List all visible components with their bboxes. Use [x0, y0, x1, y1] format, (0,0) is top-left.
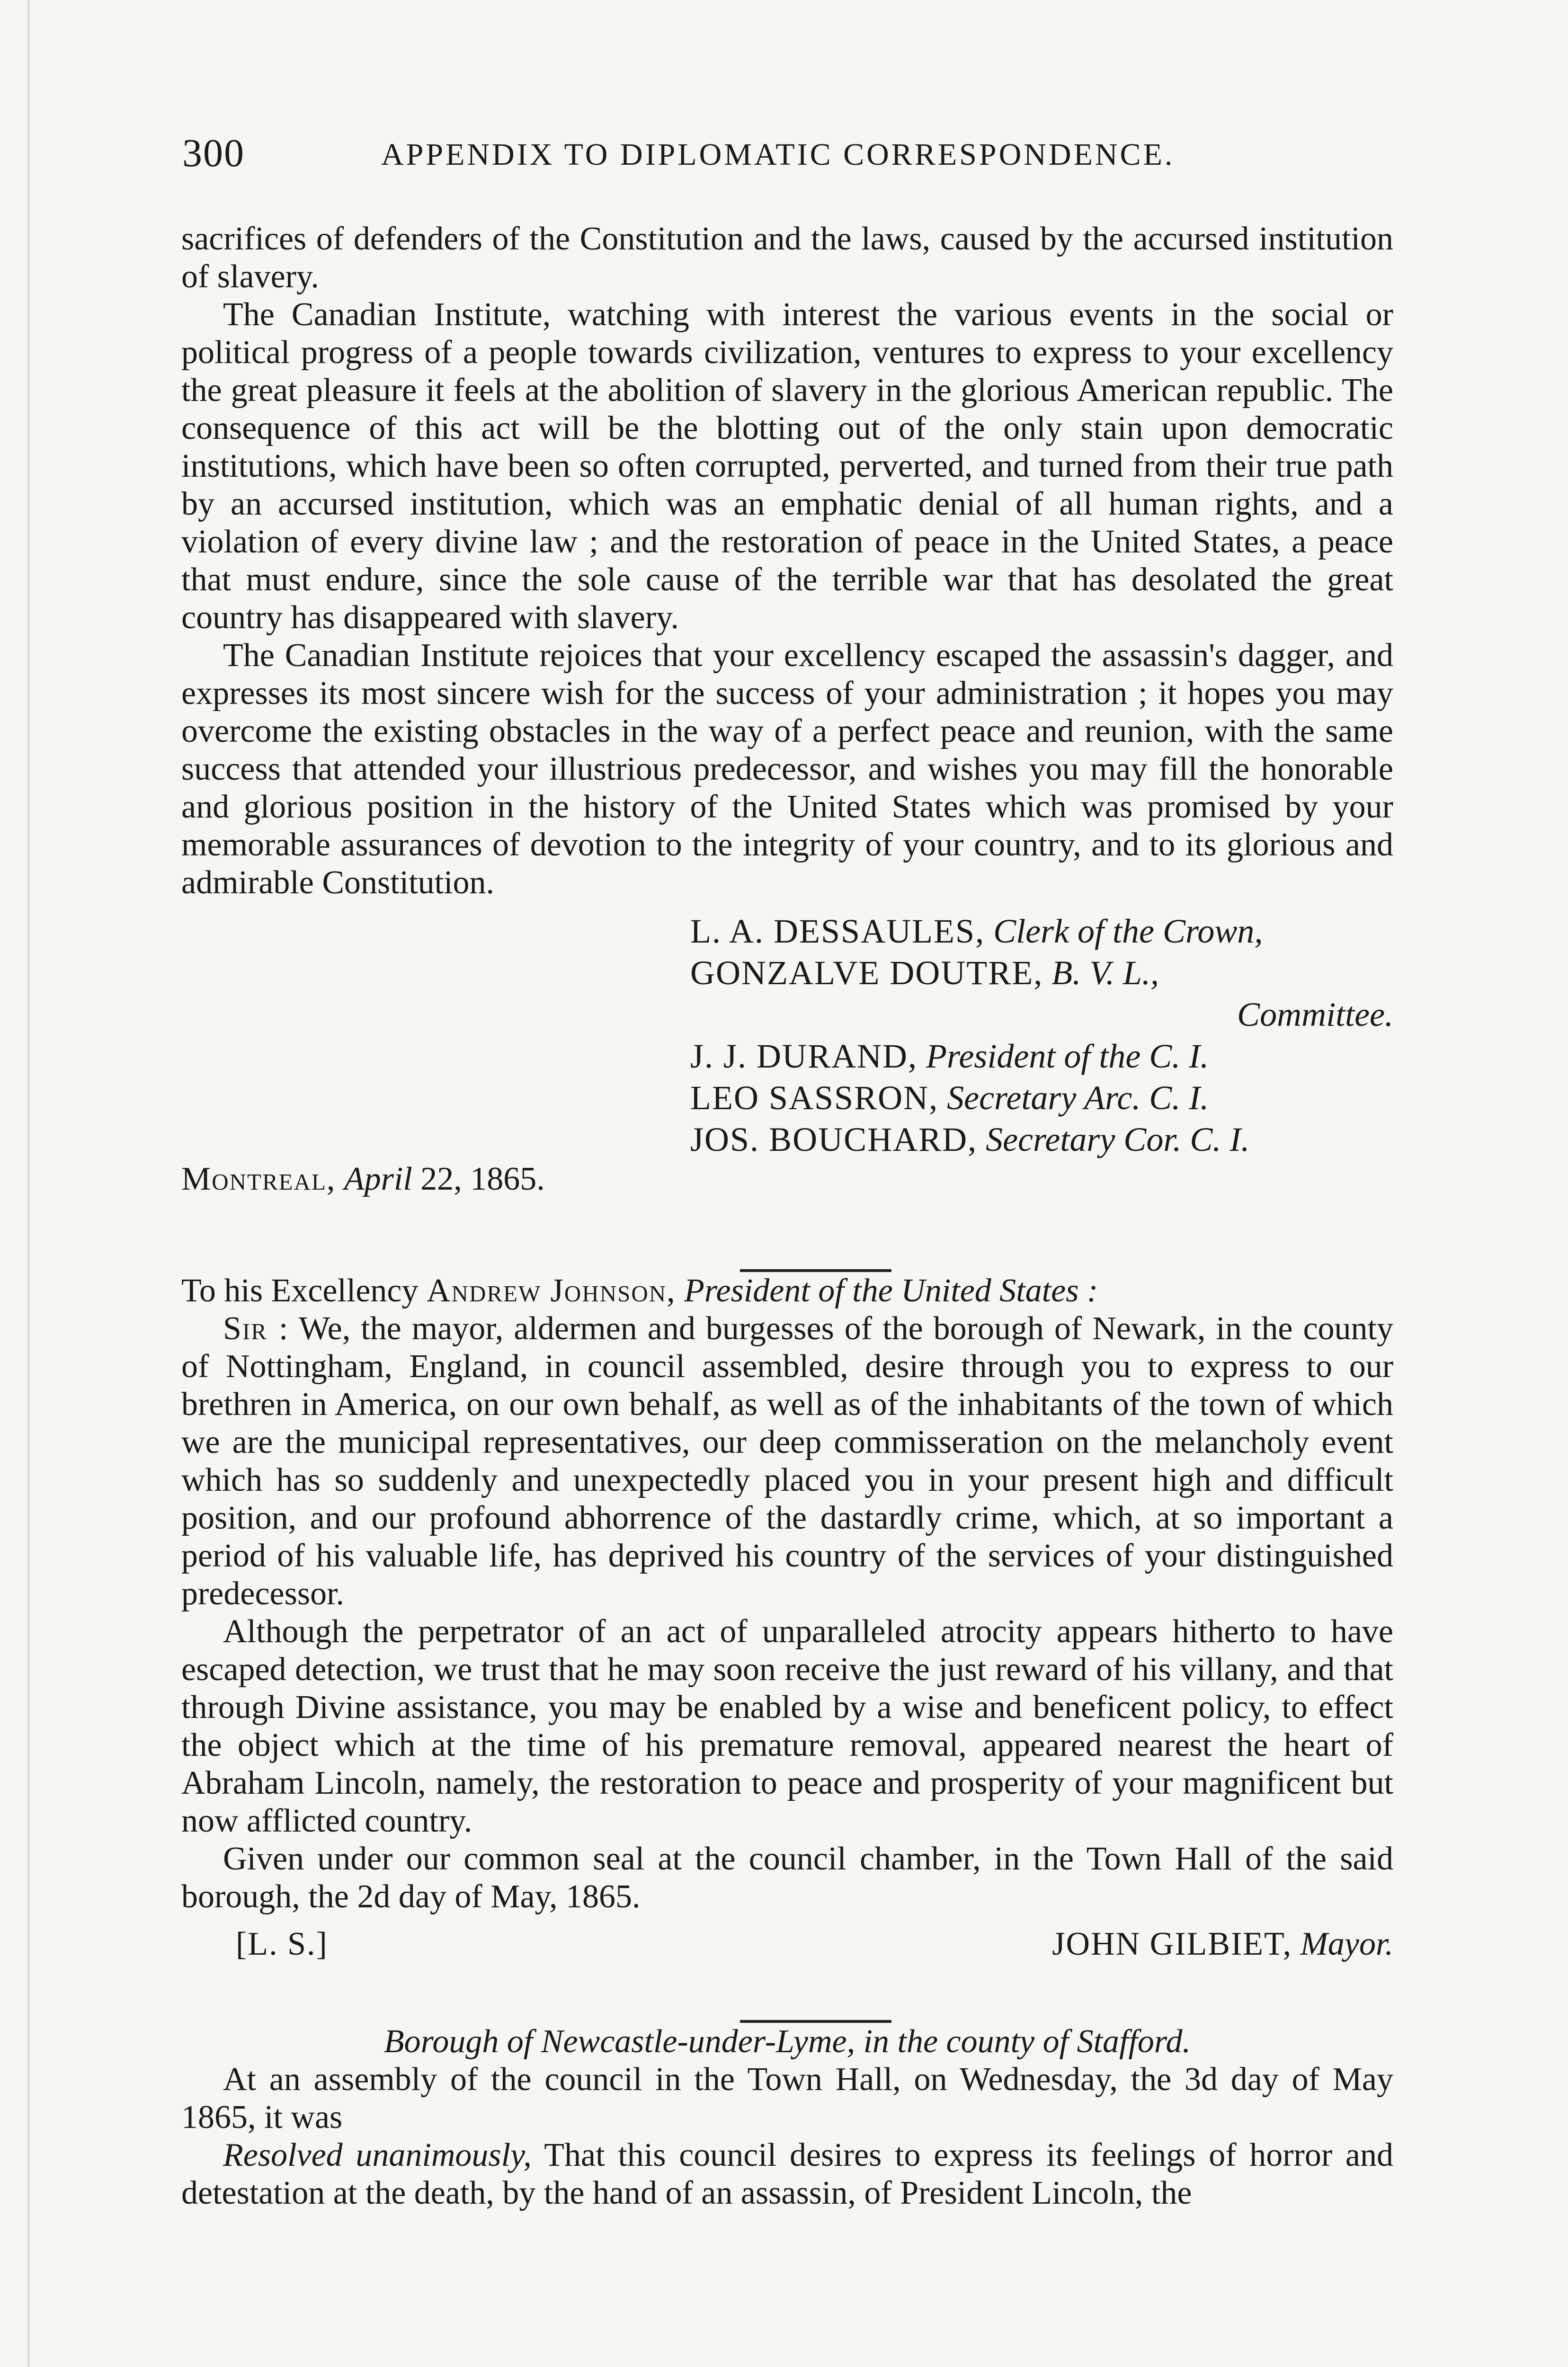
- mayor-title: Mayor.: [1300, 1926, 1393, 1962]
- letter2-paragraph-1: [181, 1310, 1393, 1613]
- signature-line: [690, 910, 1393, 952]
- signature-line: [690, 1077, 1393, 1119]
- section3-resolution: [181, 2136, 1393, 2212]
- mayor-signature: [1052, 1925, 1393, 1963]
- section-divider: [740, 2020, 891, 2023]
- signature-line: [690, 1035, 1393, 1077]
- mayor-name: JOHN GILBIET,: [1052, 1926, 1292, 1962]
- signer-name: L. A. DESSAULES,: [690, 912, 985, 950]
- section-divider: [740, 1269, 891, 1272]
- signer-name: LEO SASSRON,: [690, 1079, 939, 1117]
- page-body: [181, 220, 1393, 2212]
- address-name: Andrew Johnson,: [427, 1272, 676, 1309]
- page-header: [182, 130, 1390, 182]
- address-title: President of the United States :: [684, 1272, 1098, 1309]
- letter1-paragraph-1: sacrifices of defenders of the Constitution and the laws, caused by the accursed institution of slavery.: [181, 221, 1393, 295]
- date-rest: 22, 1865.: [420, 1161, 545, 1197]
- signer-title: Clerk of the Crown,: [993, 912, 1263, 950]
- signature-line: [690, 1119, 1393, 1160]
- page-edge-line: [27, 0, 29, 2367]
- signer-name: JOS. BOUCHARD,: [690, 1121, 978, 1158]
- letter2-paragraph-3: Given under our common seal at the council chamber, in the Town Hall of the said borough, the 2d day of May, 1865.: [181, 1841, 1393, 1915]
- signer-title: President of the C. I.: [926, 1037, 1209, 1075]
- letter2-address: [181, 1272, 1393, 1310]
- signature-line: [690, 952, 1393, 994]
- committee-label: Committee.: [1237, 996, 1393, 1033]
- signer-title: Secretary Cor. C. I.: [986, 1121, 1250, 1158]
- date-place: Montreal,: [181, 1161, 336, 1197]
- seal-mark: [L. S.]: [236, 1926, 328, 1962]
- running-title: APPENDIX TO DIPLOMATIC CORRESPONDENCE.: [381, 137, 1175, 172]
- letter2-seal-line: [181, 1925, 1393, 1963]
- letter2-paragraph-2: Although the perpetrator of an act of unparalleled atrocity appears hitherto to have escaped detection, we trust that he may soon receive the just reward of his villany, and that through Divine assistance, you may be enabled by a wise and beneficent policy, to effect the object which at the time of his premature removal, appeared nearest the heart of Abraham Lincoln, namely, the restoration to peace and prosperity of your magnificent but now afflicted country.: [181, 1613, 1393, 1839]
- resolved-label: Resolved unanimously,: [223, 2137, 532, 2173]
- date-month: April: [344, 1161, 412, 1197]
- resolved-text: That this council desires to express its feelings of horror and detestation at the death, by the hand of an assassin, of President Lincoln, the: [181, 2137, 1393, 2211]
- signer-title: Secretary Arc. C. I.: [947, 1079, 1209, 1117]
- section3-heading: Borough of Newcastle-under-Lyme, in the county of Stafford.: [383, 2023, 1191, 2060]
- letter1-paragraph-3: The Canadian Institute rejoices that your excellency escaped the assassin's dagger, and expresses its most sincere wish for the success of your administration ; it hopes you may overcome the existing obstacles in the way of a perfect peace and reunion, with the same success that attended your illustrious predecessor, and wishes you may fill the honorable and glorious position in the history of the United States which was promised by your memorable assurances of devotion to the integrity of your country, and to its glorious and admirable Constitution.: [181, 637, 1393, 901]
- signer-title: B. V. L.,: [1051, 954, 1159, 992]
- page-number: 300: [182, 131, 245, 175]
- signer-name: J. J. DURAND,: [690, 1037, 918, 1075]
- letter2-paragraph-1-text: We, the mayor, aldermen and burgesses of the borough of Newark, in the county of Nottingham, England, in council assembled, desire through you to express to our brethren in America, on our own behalf, as well as of the inhabitants of the town of which we are the municipal representatives, our deep commisseration on the melancholy event which has so suddenly and unexpectedly placed you in your present high and difficult position, and our profound abhorrence of the dastardly crime, which, at so important a period of his valuable life, has deprived his country of the services of your distinguished predecessor.: [181, 1310, 1393, 1612]
- letter1-dateline: [181, 1160, 1393, 1198]
- letter1-signature-block: [690, 910, 1393, 1160]
- salutation: Sir :: [223, 1310, 289, 1347]
- address-prefix: To his Excellency: [181, 1272, 419, 1309]
- letter1-paragraph-2: The Canadian Institute, watching with interest the various events in the social or political progress of a people towards civilization, ventures to express to your excellency the great pleasure it feels at the abolition of slavery in the glorious American republic. The consequence of this act will be the blotting out of the only stain upon democratic institutions, which have been so often corrupted, perverted, and turned from their true path by an accursed institution, which was an emphatic denial of all human rights, and a violation of every divine law ; and the restoration of peace in the United States, a peace that must endure, since the sole cause of the terrible war that has desolated the great country has disappeared with slavery.: [181, 296, 1393, 636]
- signer-name: GONZALVE DOUTRE,: [690, 954, 1043, 992]
- section3-paragraph-1: At an assembly of the council in the Town Hall, on Wednesday, the 3d day of May 1865, it was: [181, 2061, 1393, 2136]
